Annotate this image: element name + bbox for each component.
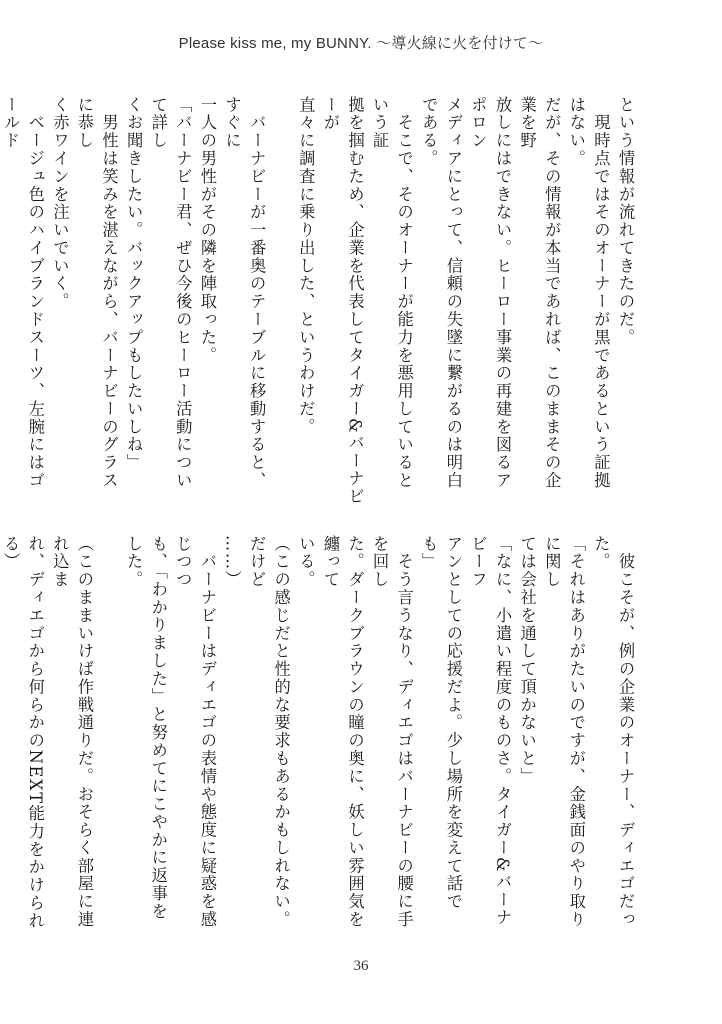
text-line: 拠を掴むため、企業を代表してタイガー&バーナビーが [320,96,365,506]
text-line: そう言うなり、ディエゴはバーナビーの腰に手を回し [370,535,414,929]
text-line: 「バーナビー君、ぜひ今後のヒーロー活動について詳し [148,96,193,490]
text-line: いる。 [296,535,316,589]
text-line: くお聞きしたい。バックアップもしたいしね」 [124,96,144,472]
text-line: た。ダークブラウンの瞳の奥に、妖しい雰囲気を纏って [320,535,365,929]
text-line: アンとしての応援だよ。少し場所を変えて話でも」 [419,535,463,911]
text-line [268,96,293,506]
text-block-top [0,96,637,506]
text-line: という情報が流れてきたのだ。 [616,96,635,347]
text-line: く赤ワインを注いでいく。 [50,96,70,311]
text-line: も、「わかりました」と努めてにこやかに返事をした。 [124,535,168,921]
text-line: ……） [222,535,242,589]
text-line: 放しにはできない。ヒーロー事業の再建を図るアポロン [468,96,513,490]
text-line: 直々に調査に乗り出した、というわけだ。 [296,96,316,436]
text-line: そこで、そのオーナーが能力を悪用しているという証 [370,96,414,490]
text-block-bottom [0,535,637,935]
text-line: メディアにとって、信頼の失墜に繋がるのは明白である。 [419,96,463,490]
text-line: バーナビーが一番奥のテーブルに移動すると、すぐに [222,96,267,490]
text-line: （この感じだと性的な要求もあるかもしれない。だけど [247,535,291,929]
running-header: Please kiss me, my BUNNY. ～導火線に火を付けて～ [178,35,544,52]
text-line: ては会社を通して頂かないと」 [517,535,537,786]
text-line: 「なに、小遣い程度のものさ。タイガー&バーナビーフ [468,535,513,927]
text-line: バーナビーはディエゴの表情や態度に疑惑を感じつつ [173,535,217,929]
text-line: （このままいけば作戦通りだ。おそらく部屋に連れ込ま [50,535,94,929]
text-line: れ、ディエゴから何らかのNEXT能力をかけられる） [1,535,45,930]
page-number: 36 [353,958,369,974]
text-line: 男性は笑みを湛えながら、バーナビーのグラスに恭し [74,96,119,490]
text-line: 現時点ではそのオーナーが黒であるという証拠はない。 [566,96,611,490]
text-line: ベージュ色のハイブランドスーツ、左腕にはゴールド [1,96,45,490]
text-line: 一人の男性がその隣を陣取った。 [197,96,217,365]
text-line: 彼こそが、例の企業のオーナー、ディエゴだった。 [591,535,635,929]
text-line [96,535,121,935]
text-line: 「それはありがたいのですが、金銭面のやり取りに関し [542,535,586,929]
text-line: だが、その情報が本当であれば、このままその企業を野 [517,96,562,490]
